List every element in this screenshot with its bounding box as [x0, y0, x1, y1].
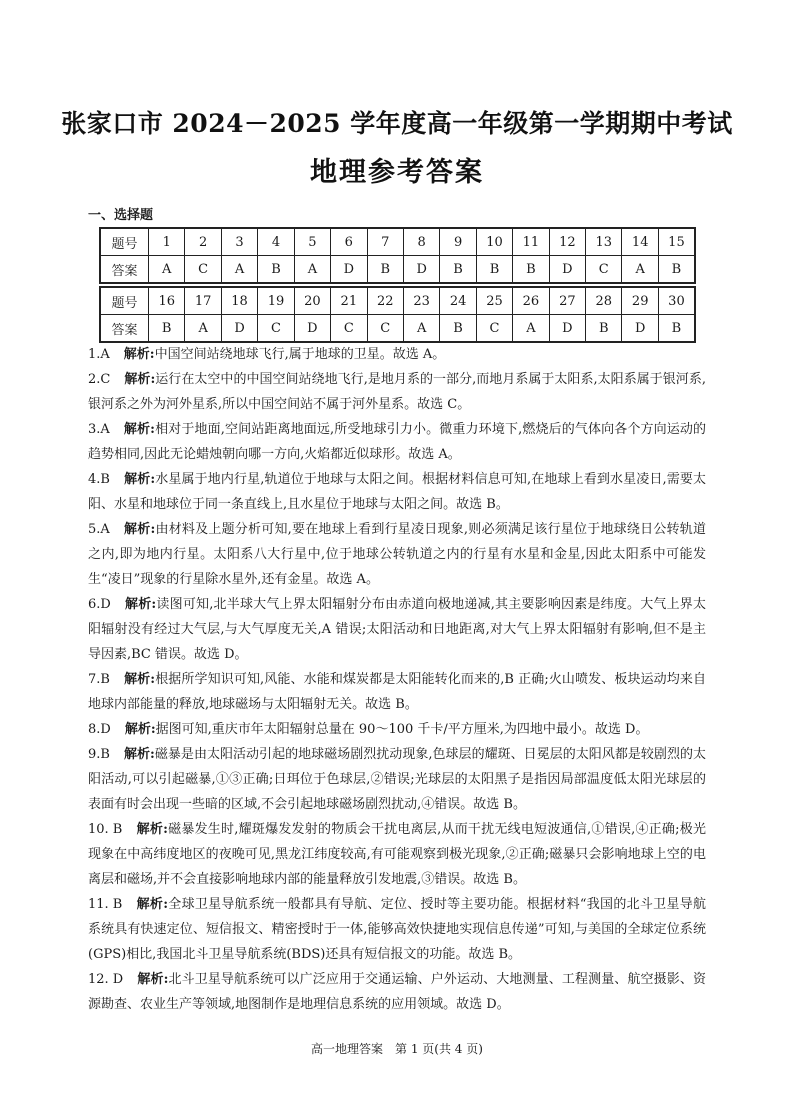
table-cell: 2	[185, 228, 221, 256]
page-footer: 高一地理答案 第 1 页(共 4 页)	[311, 1042, 483, 1056]
table-cell: A	[622, 256, 658, 284]
answer-item	[88, 417, 706, 467]
table-cell: D	[403, 256, 439, 284]
answer-item	[88, 817, 706, 892]
answer-number: 4.B	[88, 472, 110, 487]
analysis-label: 解析:	[124, 372, 156, 387]
table-cell: C	[367, 315, 403, 343]
analysis-label: 解析:	[123, 422, 155, 437]
answer-number: 12. D	[88, 972, 124, 987]
table-cell: 14	[622, 228, 658, 256]
table-cell: A	[221, 256, 257, 284]
answer-number: 2.C	[88, 372, 111, 387]
analysis-text: 磁暴是由太阳活动引起的地球磁场剧烈扰动现象,色球层的耀斑、日冕层的太阳风都是较剧烈的太阳活动,可以引起磁暴,①③正确;日珥位于色球层,②错误;光球层的太阳黑子是指因局部温度低太阳光球层的表面有时会出现一些暗的区域,不会引起地球磁场剧烈扰动,④错误。故选 B。	[88, 747, 706, 812]
table-cell: 12	[549, 228, 585, 256]
answer-table-1	[99, 227, 696, 284]
table-cell: B	[586, 315, 622, 343]
table-cell: C	[476, 315, 512, 343]
row-label: 答案	[100, 256, 149, 284]
analysis-label: 解析:	[124, 597, 157, 612]
analysis-text: 读图可知,北半球大气上界太阳辐射分布由赤道向极地递减,其主要影响因素是纬度。大气上界太阳辐射没有经过大气层,与大气厚度无关,A 错误;太阳活动和日地距离,对大气上界太阳辐射有影响,但不是主导因素,BC 错误。故选 D。	[88, 597, 707, 662]
table-cell: D	[294, 315, 330, 343]
analysis-label: 解析:	[136, 822, 168, 837]
row-label: 答案	[100, 315, 149, 343]
answer-item	[88, 967, 706, 1017]
analysis-text: 据图可知,重庆市年太阳辐射总量在 90～100 千卡/平方厘米,为四地中最小。故选 D。	[155, 722, 649, 737]
table-cell: 11	[513, 228, 549, 256]
section-heading: 一、选择题	[88, 208, 154, 223]
table-cell: 21	[331, 287, 367, 315]
analysis-text: 运行在太空中的中国空间站绕地飞行,是地月系的一部分,而地月系属于太阳系,太阳系属于银河系,银河系之外为河外星系,所以中国空间站不属于河外星系。故选 C。	[88, 372, 706, 412]
table-cell: 29	[622, 287, 658, 315]
answer-item	[88, 367, 706, 417]
answer-number: 8.D	[88, 722, 111, 737]
answer-number: 10. B	[88, 822, 123, 837]
table-cell: 30	[658, 287, 695, 315]
table-cell: 25	[476, 287, 512, 315]
table-cell: D	[331, 256, 367, 284]
answer-item	[88, 517, 706, 592]
table-cell: 24	[440, 287, 476, 315]
answer-number: 3.A	[88, 422, 110, 437]
table-cell: 3	[221, 228, 257, 256]
table-cell: B	[658, 256, 695, 284]
table-cell: D	[221, 315, 257, 343]
analysis-label: 解析:	[123, 747, 155, 762]
analysis-label: 解析:	[123, 347, 155, 362]
analysis-label: 解析:	[123, 522, 156, 537]
page-title: 张家口市 2024－2025 学年度高一年级第一学期期中考试	[61, 109, 733, 138]
table-cell: 15	[658, 228, 695, 256]
analysis-text: 全球卫星导航系统一般都具有导航、定位、授时等主要功能。根据材料“我国的北斗卫星导航系统具有快速定位、短信报文、精密授时于一体,能够高效快捷地实现信息传递”可知,与美国的全球定位系统(GPS)相比,我国北斗卫星导航系统(BDS)还具有短信报文的功能。故选 B。	[88, 897, 706, 962]
table-cell: A	[403, 315, 439, 343]
answer-item	[88, 742, 706, 817]
table-cell: 8	[403, 228, 439, 256]
answer-number: 9.B	[88, 747, 110, 762]
answer-item	[88, 467, 706, 517]
answer-item	[88, 667, 706, 717]
table-cell: A	[513, 315, 549, 343]
table-cell: 7	[367, 228, 403, 256]
table-cell: B	[440, 315, 476, 343]
table-cell: C	[586, 256, 622, 284]
table-cell: B	[658, 315, 695, 343]
answer-item	[88, 342, 706, 367]
table-cell: 10	[476, 228, 512, 256]
table-cell: C	[185, 256, 221, 284]
analysis-label: 解析:	[137, 972, 169, 987]
table-cell: 1	[149, 228, 185, 256]
table-cell: C	[258, 315, 294, 343]
table-cell: 16	[149, 287, 185, 315]
answer-number: 1.A	[88, 347, 110, 362]
answer-number: 5.A	[88, 522, 110, 537]
table-row-answers	[100, 315, 695, 343]
table-cell: B	[513, 256, 549, 284]
page-subtitle: 地理参考答案	[310, 157, 484, 188]
analysis-list	[88, 342, 706, 1017]
table-cell: 13	[586, 228, 622, 256]
row-label: 题号	[100, 287, 149, 315]
table-cell: 28	[586, 287, 622, 315]
analysis-text: 水星属于地内行星,轨道位于地球与太阳之间。根据材料信息可知,在地球上看到水星凌日,需要太阳、水星和地球位于同一条直线上,且水星位于地球与太阳之间。故选 B。	[88, 472, 706, 512]
table-cell: B	[258, 256, 294, 284]
table-cell: 27	[549, 287, 585, 315]
answer-item	[88, 717, 706, 742]
analysis-label: 解析:	[124, 722, 156, 737]
row-label: 题号	[100, 228, 149, 256]
table-cell: A	[185, 315, 221, 343]
table-cell: 26	[513, 287, 549, 315]
table-cell: 18	[221, 287, 257, 315]
table-cell: 9	[440, 228, 476, 256]
table-cell: 5	[294, 228, 330, 256]
answer-item	[88, 892, 706, 967]
table-cell: 20	[294, 287, 330, 315]
table-cell: B	[440, 256, 476, 284]
answer-table-2	[99, 286, 696, 343]
table-row-numbers	[100, 228, 695, 256]
analysis-text: 磁暴发生时,耀斑爆发发射的物质会干扰电离层,从而干扰无线电短波通信,①错误,④正确;极光现象在中高纬度地区的夜晚可见,黑龙江纬度较高,有可能观察到极光现象,②正确;磁暴只会影响地球上空的电离层和磁场,并不会直接影响地球内部的能量释放引发地震,③错误。故选 B。	[88, 822, 706, 887]
answer-item	[88, 592, 706, 667]
table-cell: B	[149, 315, 185, 343]
analysis-text: 相对于地面,空间站距离地面远,所受地球引力小。微重力环境下,燃烧后的气体向各个方向运动的趋势相同,因此无论蜡烛朝向哪一方向,火焰都近似球形。故选 A。	[88, 422, 706, 462]
table-row-numbers	[100, 287, 695, 315]
table-cell: 17	[185, 287, 221, 315]
table-cell: 6	[331, 228, 367, 256]
answer-number: 7.B	[88, 672, 110, 687]
answer-number: 11. B	[88, 897, 123, 912]
table-cell: D	[549, 256, 585, 284]
analysis-text: 由材料及上题分析可知,要在地球上看到行星凌日现象,则必须满足该行星位于地球绕日公转轨道之内,即为地内行星。太阳系八大行星中,位于地球公转轨道之内的行星有水星和金星,因此太阳系中可能发生“凌日”现象的行星除水星外,还有金星。故选 A。	[88, 522, 706, 587]
table-cell: C	[331, 315, 367, 343]
analysis-label: 解析:	[136, 897, 169, 912]
analysis-text: 北斗卫星导航系统可以广泛应用于交通运输、户外运动、大地测量、工程测量、航空摄影、资源勘查、农业生产等领域,地图制作是地理信息系统的应用领域。故选 D。	[88, 972, 706, 1012]
table-cell: D	[549, 315, 585, 343]
table-cell: 4	[258, 228, 294, 256]
table-cell: B	[476, 256, 512, 284]
analysis-label: 解析:	[123, 672, 156, 687]
table-cell: 23	[403, 287, 439, 315]
analysis-text: 根据所学知识可知,风能、水能和煤炭都是太阳能转化而来的,B 正确;火山喷发、板块运动均来自地球内部能量的释放,地球磁场与太阳辐射无关。故选 B。	[88, 672, 706, 712]
table-cell: B	[367, 256, 403, 284]
table-cell: 22	[367, 287, 403, 315]
table-cell: D	[622, 315, 658, 343]
answer-number: 6.D	[88, 597, 111, 612]
table-cell: A	[149, 256, 185, 284]
analysis-label: 解析:	[123, 472, 156, 487]
table-cell: 19	[258, 287, 294, 315]
table-cell: A	[294, 256, 330, 284]
table-row-answers	[100, 256, 695, 284]
analysis-text: 中国空间站绕地球飞行,属于地球的卫星。故选 A。	[154, 347, 446, 362]
